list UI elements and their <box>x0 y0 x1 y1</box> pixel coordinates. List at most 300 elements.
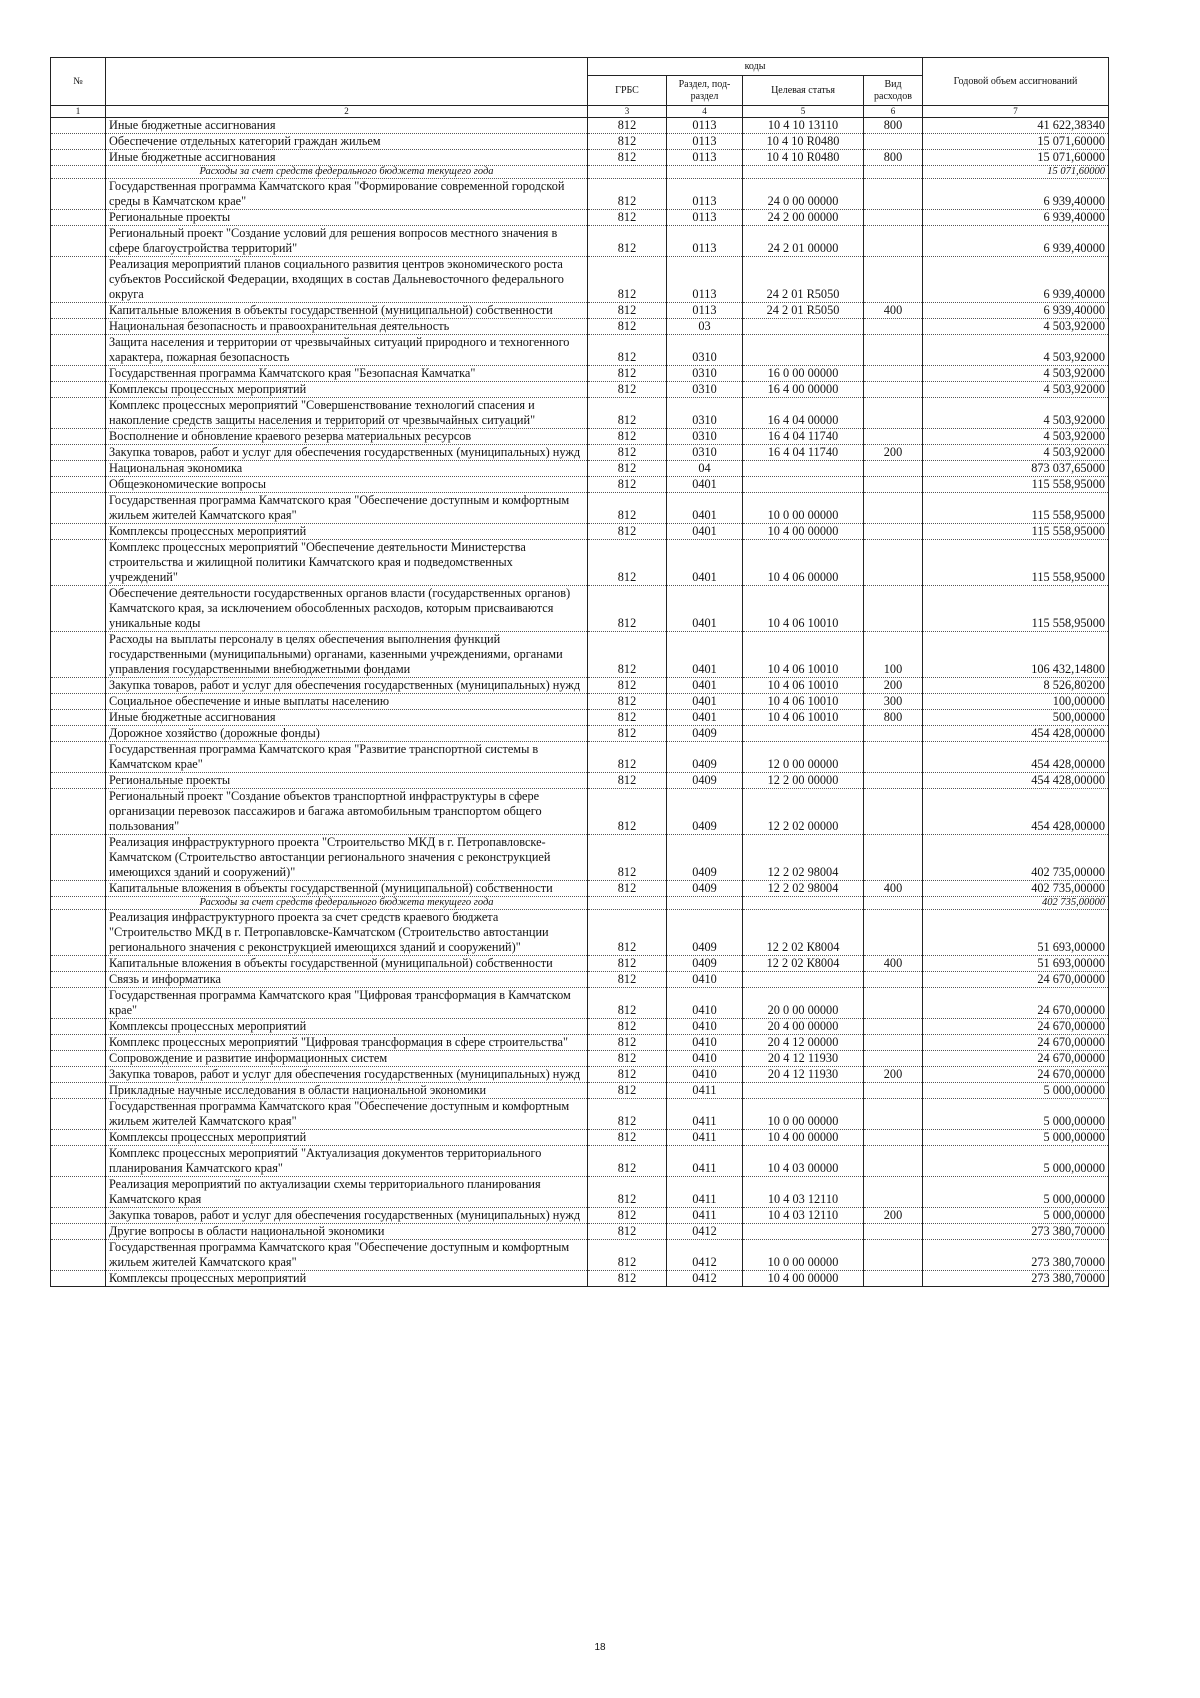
table-row <box>51 335 1109 366</box>
row-kind-cell <box>864 789 923 835</box>
row-grbs-cell: 812 <box>588 632 667 678</box>
row-name-cell: Комплексы процессных мероприятий <box>106 524 588 540</box>
col-number: 4 <box>667 106 743 118</box>
table-row <box>51 726 1109 742</box>
row-section-cell: 0310 <box>667 398 743 429</box>
budget-table-sheet <box>50 57 1108 1287</box>
row-sum-cell: 873 037,65000 <box>923 461 1109 477</box>
row-section-cell: 0409 <box>667 773 743 789</box>
row-name-cell: Обеспечение отдельных категорий граждан жильем <box>106 134 588 150</box>
row-name-cell: Государственная программа Камчатского края "Цифровая трансформация в Камчатском крае" <box>106 988 588 1019</box>
row-section-cell <box>667 166 743 179</box>
row-num-cell <box>51 1130 106 1146</box>
row-target-cell: 10 4 06 10010 <box>743 694 864 710</box>
row-target-cell: 10 4 03 00000 <box>743 1146 864 1177</box>
table-row <box>51 150 1109 166</box>
table-row <box>51 1240 1109 1271</box>
row-num-cell <box>51 226 106 257</box>
col-number: 3 <box>588 106 667 118</box>
row-name-cell: Региональные проекты <box>106 210 588 226</box>
row-kind-cell <box>864 382 923 398</box>
row-num-cell <box>51 789 106 835</box>
row-target-cell <box>743 1083 864 1099</box>
row-num-cell <box>51 1083 106 1099</box>
row-sum-cell: 454 428,00000 <box>923 726 1109 742</box>
row-num-cell <box>51 1035 106 1051</box>
row-num-cell <box>51 972 106 988</box>
row-sum-cell: 8 526,80200 <box>923 678 1109 694</box>
row-name-cell: Комплексы процессных мероприятий <box>106 382 588 398</box>
row-name-cell: Комплексы процессных мероприятий <box>106 1019 588 1035</box>
row-sum-cell: 402 735,00000 <box>923 897 1109 910</box>
row-name-cell: Комплекс процессных мероприятий "Цифровая трансформация в сфере строительства" <box>106 1035 588 1051</box>
row-kind-cell: 800 <box>864 150 923 166</box>
row-sum-cell: 5 000,00000 <box>923 1099 1109 1130</box>
row-sum-cell: 6 939,40000 <box>923 210 1109 226</box>
table-row <box>51 1051 1109 1067</box>
row-grbs-cell: 812 <box>588 524 667 540</box>
row-grbs-cell: 812 <box>588 319 667 335</box>
row-kind-cell: 400 <box>864 303 923 319</box>
federal-funds-row <box>51 897 1109 910</box>
row-name-cell: Комплексы процессных мероприятий <box>106 1130 588 1146</box>
row-sum-cell: 24 670,00000 <box>923 1051 1109 1067</box>
row-sum-cell: 5 000,00000 <box>923 1146 1109 1177</box>
row-name-cell: Иные бюджетные ассигнования <box>106 150 588 166</box>
row-name-cell: Комплекс процессных мероприятий "Совершенствование технологий спасения и накопление средств защиты населения и территорий от чрезвычайных ситуаций" <box>106 398 588 429</box>
row-sum-cell: 6 939,40000 <box>923 303 1109 319</box>
col-number: 6 <box>864 106 923 118</box>
row-sum-cell: 5 000,00000 <box>923 1177 1109 1208</box>
row-kind-cell <box>864 477 923 493</box>
row-num-cell <box>51 881 106 897</box>
row-num-cell <box>51 319 106 335</box>
table-row <box>51 988 1109 1019</box>
col-number: 5 <box>743 106 864 118</box>
row-section-cell: 0412 <box>667 1224 743 1240</box>
row-num-cell <box>51 1177 106 1208</box>
row-num-cell <box>51 726 106 742</box>
row-kind-cell <box>864 1177 923 1208</box>
table-row <box>51 257 1109 303</box>
row-name-cell: Комплексы процессных мероприятий <box>106 1271 588 1287</box>
row-grbs-cell: 812 <box>588 366 667 382</box>
row-num-cell <box>51 1146 106 1177</box>
row-target-cell: 24 2 01 R5050 <box>743 257 864 303</box>
table-row <box>51 1019 1109 1035</box>
row-kind-cell <box>864 1224 923 1240</box>
row-name-cell: Комплекс процессных мероприятий "Обеспечение деятельности Министерства строительства и жилищной политики Камчатского края и подведомственных учреждений" <box>106 540 588 586</box>
row-grbs-cell: 812 <box>588 1035 667 1051</box>
row-kind-cell <box>864 1099 923 1130</box>
table-row <box>51 1099 1109 1130</box>
row-sum-cell: 24 670,00000 <box>923 972 1109 988</box>
row-grbs-cell: 812 <box>588 1067 667 1083</box>
row-sum-cell: 5 000,00000 <box>923 1130 1109 1146</box>
row-grbs-cell: 812 <box>588 134 667 150</box>
row-section-cell: 03 <box>667 319 743 335</box>
row-num-cell <box>51 1099 106 1130</box>
row-kind-cell <box>864 1271 923 1287</box>
row-target-cell: 10 4 00 00000 <box>743 1130 864 1146</box>
header-grbs: ГРБС <box>588 76 667 106</box>
row-grbs-cell: 812 <box>588 694 667 710</box>
row-sum-cell: 6 939,40000 <box>923 257 1109 303</box>
row-target-cell: 12 2 02 К8004 <box>743 956 864 972</box>
row-section-cell: 0409 <box>667 726 743 742</box>
row-kind-cell <box>864 134 923 150</box>
row-sum-cell: 5 000,00000 <box>923 1208 1109 1224</box>
row-target-cell: 16 4 04 11740 <box>743 445 864 461</box>
table-row <box>51 972 1109 988</box>
row-grbs-cell: 812 <box>588 1146 667 1177</box>
table-row <box>51 789 1109 835</box>
row-kind-cell <box>864 366 923 382</box>
row-target-cell: 10 4 00 00000 <box>743 524 864 540</box>
row-grbs-cell: 812 <box>588 726 667 742</box>
header-target: Целевая статья <box>743 76 864 106</box>
row-sum-cell: 4 503,92000 <box>923 398 1109 429</box>
row-section-cell: 0412 <box>667 1240 743 1271</box>
row-section-cell: 0113 <box>667 303 743 319</box>
row-num-cell <box>51 166 106 179</box>
row-sum-cell: 15 071,60000 <box>923 166 1109 179</box>
row-grbs-cell: 812 <box>588 257 667 303</box>
row-kind-cell <box>864 257 923 303</box>
row-grbs-cell: 812 <box>588 540 667 586</box>
row-sum-cell: 4 503,92000 <box>923 382 1109 398</box>
row-target-cell: 16 0 00 00000 <box>743 366 864 382</box>
row-name-cell: Социальное обеспечение и иные выплаты населению <box>106 694 588 710</box>
row-section-cell: 0401 <box>667 493 743 524</box>
row-num-cell <box>51 429 106 445</box>
row-target-cell: 10 4 06 10010 <box>743 632 864 678</box>
row-sum-cell: 402 735,00000 <box>923 881 1109 897</box>
row-name-cell: Государственная программа Камчатского края "Развитие транспортной системы в Камчатском крае" <box>106 742 588 773</box>
row-name-cell: Региональные проекты <box>106 773 588 789</box>
row-name-cell: Закупка товаров, работ и услуг для обеспечения государственных (муниципальных) нужд <box>106 678 588 694</box>
row-num-cell <box>51 1051 106 1067</box>
table-row <box>51 835 1109 881</box>
row-kind-cell <box>864 910 923 956</box>
row-target-cell: 12 2 02 00000 <box>743 789 864 835</box>
row-target-cell: 12 2 02 К8004 <box>743 910 864 956</box>
row-target-cell: 24 2 00 00000 <box>743 210 864 226</box>
table-row <box>51 1146 1109 1177</box>
header-codes: коды <box>588 58 923 76</box>
table-row <box>51 694 1109 710</box>
row-target-cell: 24 2 01 00000 <box>743 226 864 257</box>
row-target-cell: 10 0 00 00000 <box>743 1099 864 1130</box>
row-section-cell: 0310 <box>667 382 743 398</box>
row-target-cell: 10 0 00 00000 <box>743 493 864 524</box>
row-num-cell <box>51 398 106 429</box>
header-section: Раздел, под-раздел <box>667 76 743 106</box>
row-section-cell: 0401 <box>667 524 743 540</box>
row-kind-cell <box>864 429 923 445</box>
row-section-cell: 0411 <box>667 1208 743 1224</box>
row-name-cell: Региональный проект "Создание условий для решения вопросов местного значения в сфере благоустройства территорий" <box>106 226 588 257</box>
table-body <box>51 118 1109 1287</box>
row-target-cell: 12 2 02 98004 <box>743 881 864 897</box>
row-section-cell: 0410 <box>667 1019 743 1035</box>
row-target-cell: 16 4 00 00000 <box>743 382 864 398</box>
table-row <box>51 398 1109 429</box>
row-target-cell: 20 4 12 11930 <box>743 1067 864 1083</box>
row-name-cell: Прикладные научные исследования в области национальной экономики <box>106 1083 588 1099</box>
table-row <box>51 429 1109 445</box>
row-section-cell: 0401 <box>667 678 743 694</box>
row-grbs-cell: 812 <box>588 445 667 461</box>
row-sum-cell: 115 558,95000 <box>923 493 1109 524</box>
row-kind-cell <box>864 210 923 226</box>
row-sum-cell: 273 380,70000 <box>923 1271 1109 1287</box>
row-name-cell: Государственная программа Камчатского края "Обеспечение доступным и комфортным жильем жителей Камчатского края" <box>106 1240 588 1271</box>
row-section-cell: 04 <box>667 461 743 477</box>
table-row <box>51 210 1109 226</box>
row-name-cell: Государственная программа Камчатского края "Обеспечение доступным и комфортным жильем жителей Камчатского края" <box>106 493 588 524</box>
row-grbs-cell: 812 <box>588 210 667 226</box>
table-row <box>51 477 1109 493</box>
row-grbs-cell: 812 <box>588 988 667 1019</box>
row-target-cell: 20 4 12 11930 <box>743 1051 864 1067</box>
table-row <box>51 742 1109 773</box>
row-section-cell: 0409 <box>667 835 743 881</box>
row-num-cell <box>51 1067 106 1083</box>
row-name-cell: Комплекс процессных мероприятий "Актуализация документов территориального планирования Камчатского края" <box>106 1146 588 1177</box>
row-num-cell <box>51 1240 106 1271</box>
row-target-cell: 10 4 03 12110 <box>743 1208 864 1224</box>
row-section-cell: 0113 <box>667 179 743 210</box>
row-num-cell <box>51 910 106 956</box>
row-name-cell: Национальная экономика <box>106 461 588 477</box>
row-section-cell: 0410 <box>667 1051 743 1067</box>
row-num-cell <box>51 493 106 524</box>
row-section-cell: 0113 <box>667 210 743 226</box>
row-sum-cell: 41 622,38340 <box>923 118 1109 134</box>
table-row <box>51 134 1109 150</box>
row-section-cell: 0409 <box>667 910 743 956</box>
row-grbs-cell: 812 <box>588 1208 667 1224</box>
row-kind-cell <box>864 835 923 881</box>
row-kind-cell <box>864 742 923 773</box>
row-sum-cell: 5 000,00000 <box>923 1083 1109 1099</box>
table-row <box>51 710 1109 726</box>
row-grbs-cell: 812 <box>588 226 667 257</box>
row-section-cell: 0409 <box>667 742 743 773</box>
row-sum-cell: 24 670,00000 <box>923 1019 1109 1035</box>
row-name-cell: Закупка товаров, работ и услуг для обеспечения государственных (муниципальных) нужд <box>106 1067 588 1083</box>
row-grbs-cell: 812 <box>588 910 667 956</box>
row-num-cell <box>51 694 106 710</box>
row-grbs-cell: 812 <box>588 972 667 988</box>
row-name-cell: Региональный проект "Создание объектов транспортной инфраструктуры в сфере организации перевозок пассажиров и багажа автомобильным транспортом общего пользования" <box>106 789 588 835</box>
col-number: 1 <box>51 106 106 118</box>
row-sum-cell: 51 693,00000 <box>923 910 1109 956</box>
row-grbs-cell: 812 <box>588 956 667 972</box>
row-kind-cell <box>864 1051 923 1067</box>
row-grbs-cell: 812 <box>588 493 667 524</box>
row-sum-cell: 106 432,14800 <box>923 632 1109 678</box>
row-section-cell: 0410 <box>667 972 743 988</box>
row-grbs-cell: 812 <box>588 789 667 835</box>
row-num-cell <box>51 586 106 632</box>
row-name-cell: Национальная безопасность и правоохранительная деятельность <box>106 319 588 335</box>
row-section-cell: 0113 <box>667 226 743 257</box>
row-name-cell: Закупка товаров, работ и услуг для обеспечения государственных (муниципальных) нужд <box>106 445 588 461</box>
row-section-cell: 0410 <box>667 988 743 1019</box>
row-grbs-cell: 812 <box>588 1177 667 1208</box>
table-row <box>51 319 1109 335</box>
federal-funds-row <box>51 166 1109 179</box>
row-name-cell: Расходы на выплаты персоналу в целях обеспечения выполнения функций государственными (муниципальными) органами, казенными учреждениями, органами управления государственными внебюджетными фондами <box>106 632 588 678</box>
row-num-cell <box>51 773 106 789</box>
row-name-cell: Реализация мероприятий по актуализации схемы территориального планирования Камчатского края <box>106 1177 588 1208</box>
table-row <box>51 1130 1109 1146</box>
row-num-cell <box>51 835 106 881</box>
row-grbs-cell: 812 <box>588 429 667 445</box>
row-section-cell: 0409 <box>667 881 743 897</box>
row-num-cell <box>51 678 106 694</box>
table-row <box>51 524 1109 540</box>
row-target-cell: 10 4 10 R0480 <box>743 150 864 166</box>
row-target-cell: 10 4 00 00000 <box>743 1271 864 1287</box>
row-num-cell <box>51 1019 106 1035</box>
row-sum-cell: 100,00000 <box>923 694 1109 710</box>
row-num-cell <box>51 477 106 493</box>
row-grbs-cell: 812 <box>588 150 667 166</box>
row-name-cell: Иные бюджетные ассигнования <box>106 710 588 726</box>
row-name-cell: Государственная программа Камчатского края "Безопасная Камчатка" <box>106 366 588 382</box>
row-section-cell: 0401 <box>667 586 743 632</box>
budget-allocation-table <box>50 57 1109 1287</box>
row-sum-cell: 454 428,00000 <box>923 789 1109 835</box>
table-row <box>51 493 1109 524</box>
row-sum-cell: 51 693,00000 <box>923 956 1109 972</box>
row-kind-cell: 100 <box>864 632 923 678</box>
row-name-cell: Закупка товаров, работ и услуг для обеспечения государственных (муниципальных) нужд <box>106 1208 588 1224</box>
row-sum-cell: 24 670,00000 <box>923 988 1109 1019</box>
row-sum-cell: 6 939,40000 <box>923 226 1109 257</box>
row-name-cell: Реализация инфраструктурного проекта "Строительство МКД в г. Петропавловске-Камчатском (Строительство автостанции регионального значения с реконструкцией имеющихся зданий и сооружений)" <box>106 835 588 881</box>
row-name-cell: Восполнение и обновление краевого резерва материальных ресурсов <box>106 429 588 445</box>
row-grbs-cell: 812 <box>588 179 667 210</box>
row-grbs-cell <box>588 897 667 910</box>
row-target-cell <box>743 166 864 179</box>
row-kind-cell <box>864 319 923 335</box>
row-kind-cell: 300 <box>864 694 923 710</box>
row-kind-cell <box>864 493 923 524</box>
row-section-cell: 0310 <box>667 445 743 461</box>
row-name-cell: Капитальные вложения в объекты государственной (муниципальной) собственности <box>106 881 588 897</box>
row-sum-cell: 115 558,95000 <box>923 540 1109 586</box>
row-section-cell: 0401 <box>667 540 743 586</box>
row-grbs-cell: 812 <box>588 1271 667 1287</box>
row-grbs-cell: 812 <box>588 303 667 319</box>
row-sum-cell: 4 503,92000 <box>923 366 1109 382</box>
table-row <box>51 118 1109 134</box>
row-kind-cell <box>864 897 923 910</box>
row-target-cell: 10 4 10 13110 <box>743 118 864 134</box>
row-sum-cell: 4 503,92000 <box>923 319 1109 335</box>
table-row <box>51 1177 1109 1208</box>
row-num-cell <box>51 897 106 910</box>
row-section-cell: 0310 <box>667 366 743 382</box>
row-sum-cell: 273 380,70000 <box>923 1240 1109 1271</box>
row-target-cell: 10 4 06 10010 <box>743 586 864 632</box>
row-grbs-cell: 812 <box>588 335 667 366</box>
table-row <box>51 586 1109 632</box>
row-kind-cell: 800 <box>864 710 923 726</box>
row-num-cell <box>51 366 106 382</box>
row-num-cell <box>51 988 106 1019</box>
header-name <box>106 58 588 106</box>
row-target-cell: 10 4 10 R0480 <box>743 134 864 150</box>
table-row <box>51 461 1109 477</box>
row-section-cell: 0113 <box>667 150 743 166</box>
row-kind-cell: 200 <box>864 1208 923 1224</box>
row-num-cell <box>51 1208 106 1224</box>
row-grbs-cell: 812 <box>588 835 667 881</box>
row-num-cell <box>51 1271 106 1287</box>
row-target-cell: 10 4 03 12110 <box>743 1177 864 1208</box>
row-sum-cell: 115 558,95000 <box>923 477 1109 493</box>
row-section-cell: 0310 <box>667 429 743 445</box>
table-row <box>51 632 1109 678</box>
row-section-cell: 0113 <box>667 118 743 134</box>
row-section-cell: 0113 <box>667 257 743 303</box>
row-target-cell <box>743 335 864 366</box>
row-grbs-cell: 812 <box>588 118 667 134</box>
row-grbs-cell: 812 <box>588 1224 667 1240</box>
row-num-cell <box>51 461 106 477</box>
row-grbs-cell: 812 <box>588 461 667 477</box>
col-number: 2 <box>106 106 588 118</box>
table-row <box>51 910 1109 956</box>
row-num-cell <box>51 382 106 398</box>
row-target-cell: 12 2 02 98004 <box>743 835 864 881</box>
row-sum-cell: 454 428,00000 <box>923 742 1109 773</box>
row-kind-cell <box>864 586 923 632</box>
table-row <box>51 1067 1109 1083</box>
table-row <box>51 1224 1109 1240</box>
table-row <box>51 303 1109 319</box>
row-target-cell <box>743 1224 864 1240</box>
table-row <box>51 1208 1109 1224</box>
row-sum-cell: 454 428,00000 <box>923 773 1109 789</box>
table-row <box>51 226 1109 257</box>
row-kind-cell <box>864 1083 923 1099</box>
row-kind-cell <box>864 524 923 540</box>
row-section-cell: 0410 <box>667 1035 743 1051</box>
row-num-cell <box>51 150 106 166</box>
row-target-cell <box>743 461 864 477</box>
row-name-cell: Расходы за счет средств федерального бюджета текущего года <box>106 166 588 179</box>
row-name-cell: Сопровождение и развитие информационных систем <box>106 1051 588 1067</box>
row-num-cell <box>51 303 106 319</box>
row-kind-cell <box>864 1130 923 1146</box>
table-row <box>51 773 1109 789</box>
header-kind: Вид расходов <box>864 76 923 106</box>
row-kind-cell <box>864 1240 923 1271</box>
table-row <box>51 366 1109 382</box>
row-sum-cell: 273 380,70000 <box>923 1224 1109 1240</box>
row-name-cell: Реализация инфраструктурного проекта за счет средств краевого бюджета "Строительство МКД в г. Петропавловске-Камчатском (Строительство автостанции регионального значения с реконструкцией имеющихся зданий и сооружений)" <box>106 910 588 956</box>
row-kind-cell: 200 <box>864 1067 923 1083</box>
row-sum-cell: 24 670,00000 <box>923 1035 1109 1051</box>
row-name-cell: Реализация мероприятий планов социального развития центров экономического роста субъектов Российской Федерации, входящих в состав Дальневосточного федерального округа <box>106 257 588 303</box>
row-target-cell: 20 4 12 00000 <box>743 1035 864 1051</box>
